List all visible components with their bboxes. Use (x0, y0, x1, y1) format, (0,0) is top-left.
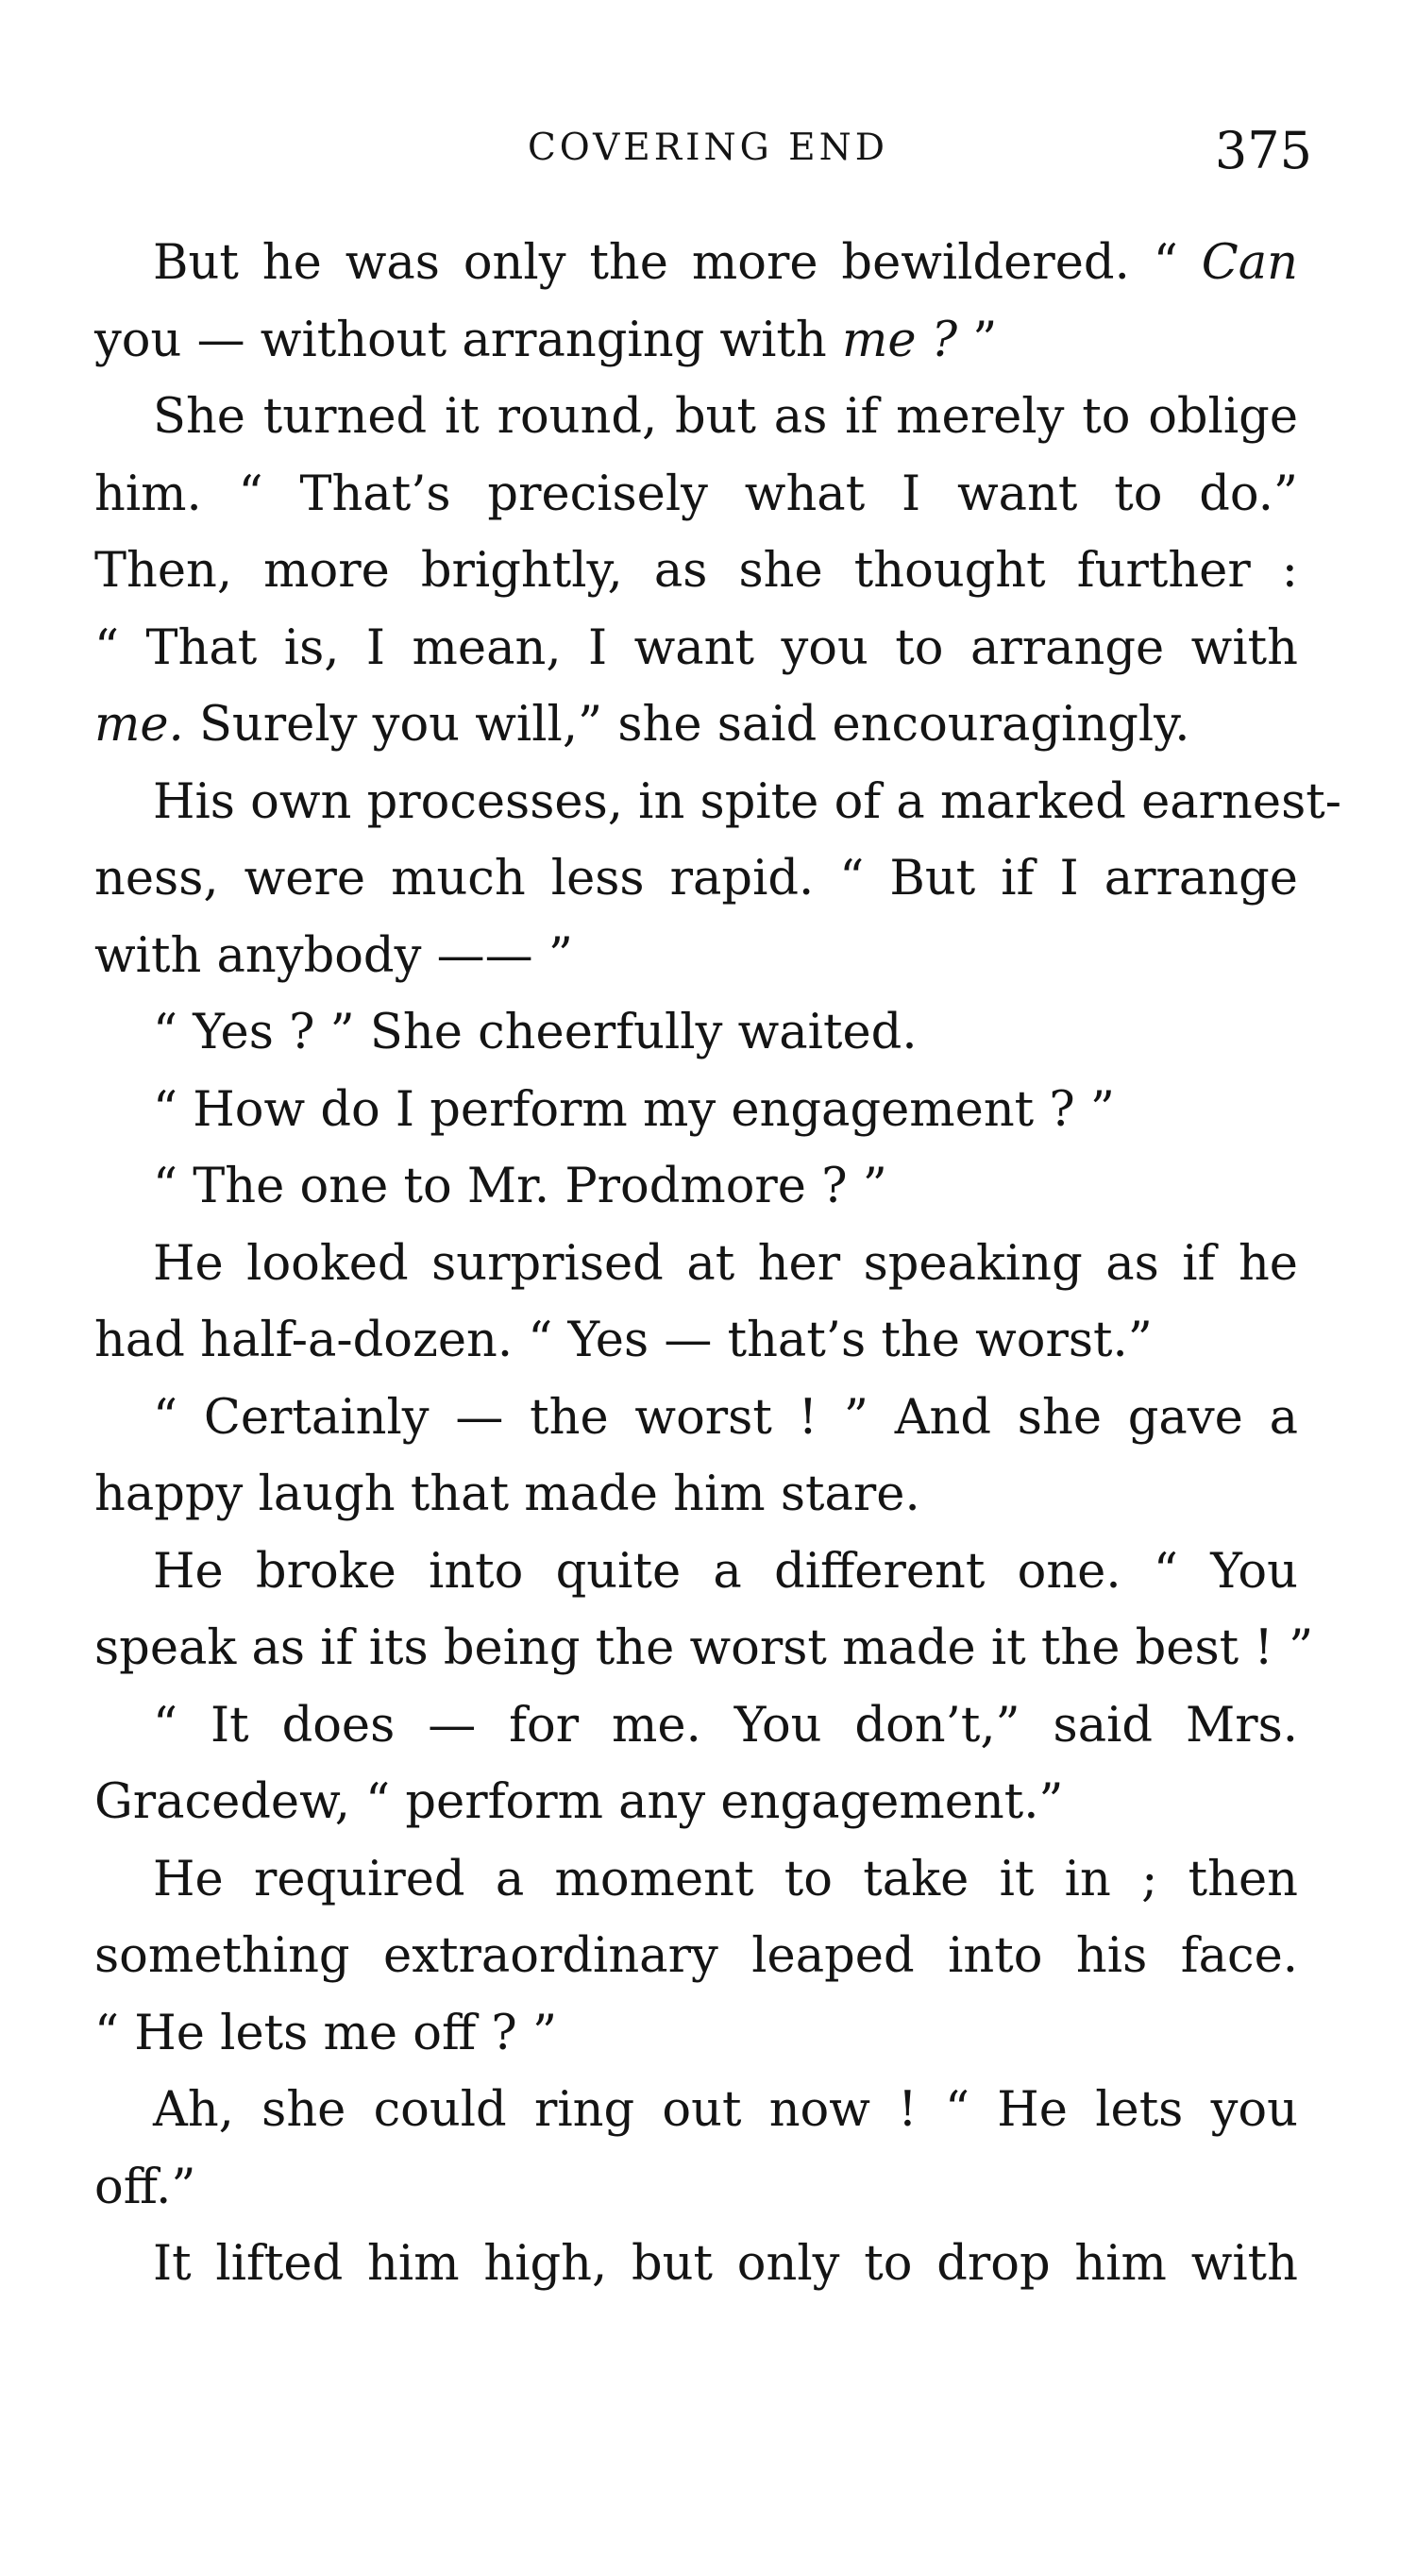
text-span: She turned it round, but as if merely to oblige (153, 389, 1298, 445)
text-span: But he was only the more bewildered. “ (153, 235, 1202, 291)
text-line (94, 225, 1298, 302)
text-span: speak as if its being the worst made it the best ! ” (94, 1620, 1314, 1676)
running-head (0, 121, 1416, 178)
text-span: “ Certainly — the worst ! ” And she gave a (153, 1389, 1298, 1446)
text-span: Gracedew, “ perform any engagement.” (94, 1774, 1064, 1830)
text-line (94, 2226, 1298, 2303)
text-line (94, 1072, 1298, 1149)
text-span: He required a moment to take it in ; then (153, 1851, 1298, 1907)
text-span: with anybody —— ” (94, 927, 573, 984)
text-line (94, 840, 1298, 918)
text-line (94, 610, 1298, 687)
text-line (94, 1841, 1298, 1919)
text-span: ness, were much less rapid. “ But if I arrange (94, 851, 1298, 907)
text-span: Then, more brightly, as she thought further : (94, 543, 1298, 599)
text-line (94, 1380, 1298, 1457)
text-span: It lifted him high, but only to drop him with (153, 2236, 1298, 2292)
text-line (94, 918, 1298, 995)
text-span: “ The one to Mr. Prodmore ? ” (153, 1159, 887, 1214)
italic-text: me. (94, 697, 184, 753)
text-line (94, 2149, 1298, 2227)
text-line (94, 533, 1298, 610)
text-line (94, 2072, 1298, 2149)
body-text (94, 225, 1341, 2303)
page-number: 375 (1214, 121, 1312, 180)
text-span: had half-a-dozen. “ Yes — that’s the worst.” (94, 1313, 1153, 1368)
text-line (94, 1995, 1298, 2073)
text-line (94, 764, 1341, 841)
text-line (94, 302, 1298, 380)
text-line (94, 1534, 1298, 1611)
italic-text: Can (1201, 235, 1298, 291)
text-span: you — without arranging with (94, 312, 842, 368)
text-line (94, 1456, 1298, 1534)
text-span: ” (957, 312, 998, 368)
italic-text: me ? (841, 312, 958, 368)
text-span: something extraordinary leaped into his face. (94, 1928, 1298, 1984)
text-span: “ Yes ? ” She cheerfully waited. (153, 1005, 918, 1060)
text-line (94, 994, 1298, 1072)
text-span: “ He lets me off ? ” (94, 2005, 558, 2061)
text-span: His own processes, in spite of a marked earnest- (153, 773, 1341, 830)
text-line (94, 379, 1298, 456)
text-span: happy laugh that made him stare. (94, 1466, 920, 1522)
text-line (94, 686, 1298, 764)
text-span: “ It does — for me. You don’t,” said Mrs. (153, 1697, 1298, 1754)
text-span: him. “ That’s precisely what I want to do.” (94, 466, 1298, 522)
text-span: “ How do I perform my engagement ? ” (153, 1081, 1116, 1138)
text-span: “ That is, I mean, I want you to arrange with (94, 619, 1298, 676)
text-line (94, 1226, 1298, 1303)
text-line (94, 1302, 1298, 1380)
text-line (94, 1918, 1298, 1995)
text-line (94, 1148, 1298, 1226)
text-line (94, 1610, 1314, 1687)
text-line (94, 1764, 1298, 1841)
running-title: COVERING END (527, 127, 889, 169)
text-span: off.” (94, 2159, 196, 2215)
text-line (94, 1687, 1298, 1765)
text-span: He looked surprised at her speaking as if he (153, 1235, 1298, 1292)
text-span: Surely you will,” she said encouragingly. (183, 697, 1190, 753)
text-line (94, 456, 1298, 534)
text-span: He broke into quite a different one. “ You (153, 1543, 1298, 1600)
text-span: Ah, she could ring out now ! “ He lets you (153, 2082, 1298, 2138)
